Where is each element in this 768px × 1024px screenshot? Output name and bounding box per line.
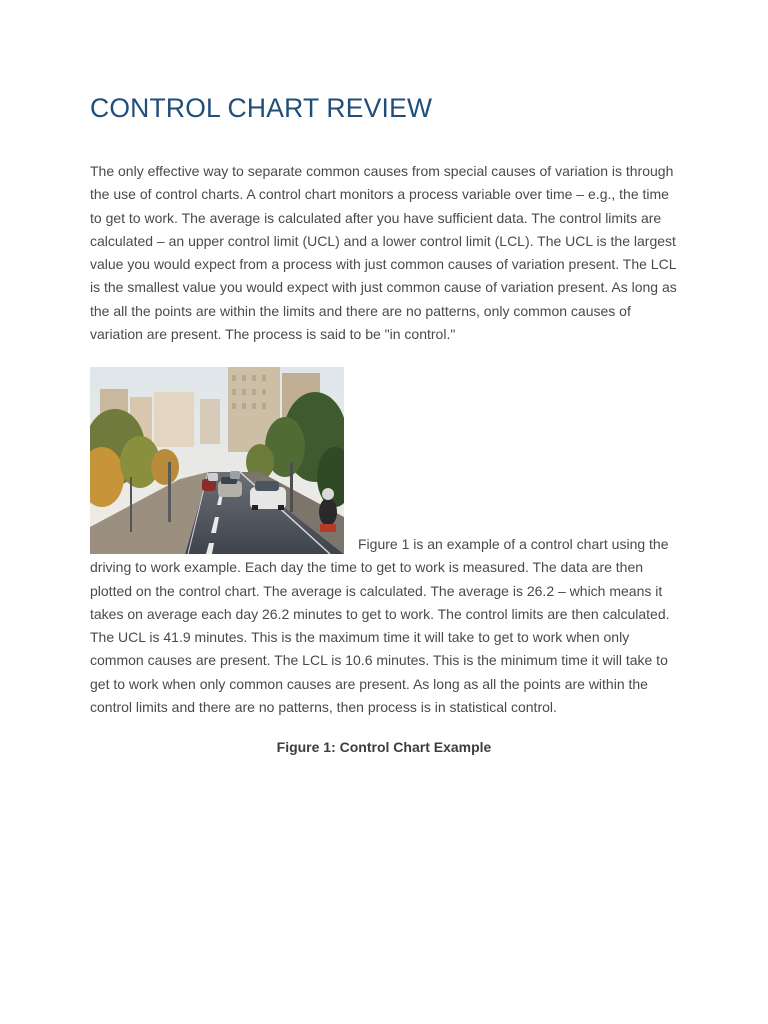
intro-paragraph: The only effective way to separate common causes from special causes of variation is through the use of control charts. A control chart monitors a process variable over time – e.g., the time to get to work. The average is calculated after you have sufficient data. The control limits are calculated – an upper control limit (UCL) and a lower control limit (LCL). The UCL is the largest value you would expect from a process with just common causes of variation present. The LCL is the smallest value you would expect with just common cause of variation present. As long as the all the points are within the limits and there are no patterns, only common causes of variation are present. The process is said to be "in control." [90,163,677,343]
figure-description-text: Figure 1 is an example of a control chart using the driving to work example. Each day the time to get to work is measured. The data are then plotted on the control chart. The average is calculated. The average is 26.2 – which means it takes on average each day 26.2 minutes to get to work. The control limits are then calculated. The UCL is 41.9 minutes. This is the maximum time it will take to get to work when only common causes are present. The LCL is 10.6 minutes. This is the minimum time it will take to get to work when only common causes are present. As long as all the points are within the control limits and there are no patterns, then process is in statistical control. [90,536,670,716]
page-title: CONTROL CHART REVIEW [90,93,433,123]
figure-caption: Figure 1: Control Chart Example [276,739,492,755]
figure-description-paragraph [90,362,680,719]
city-street-photo [90,367,344,554]
